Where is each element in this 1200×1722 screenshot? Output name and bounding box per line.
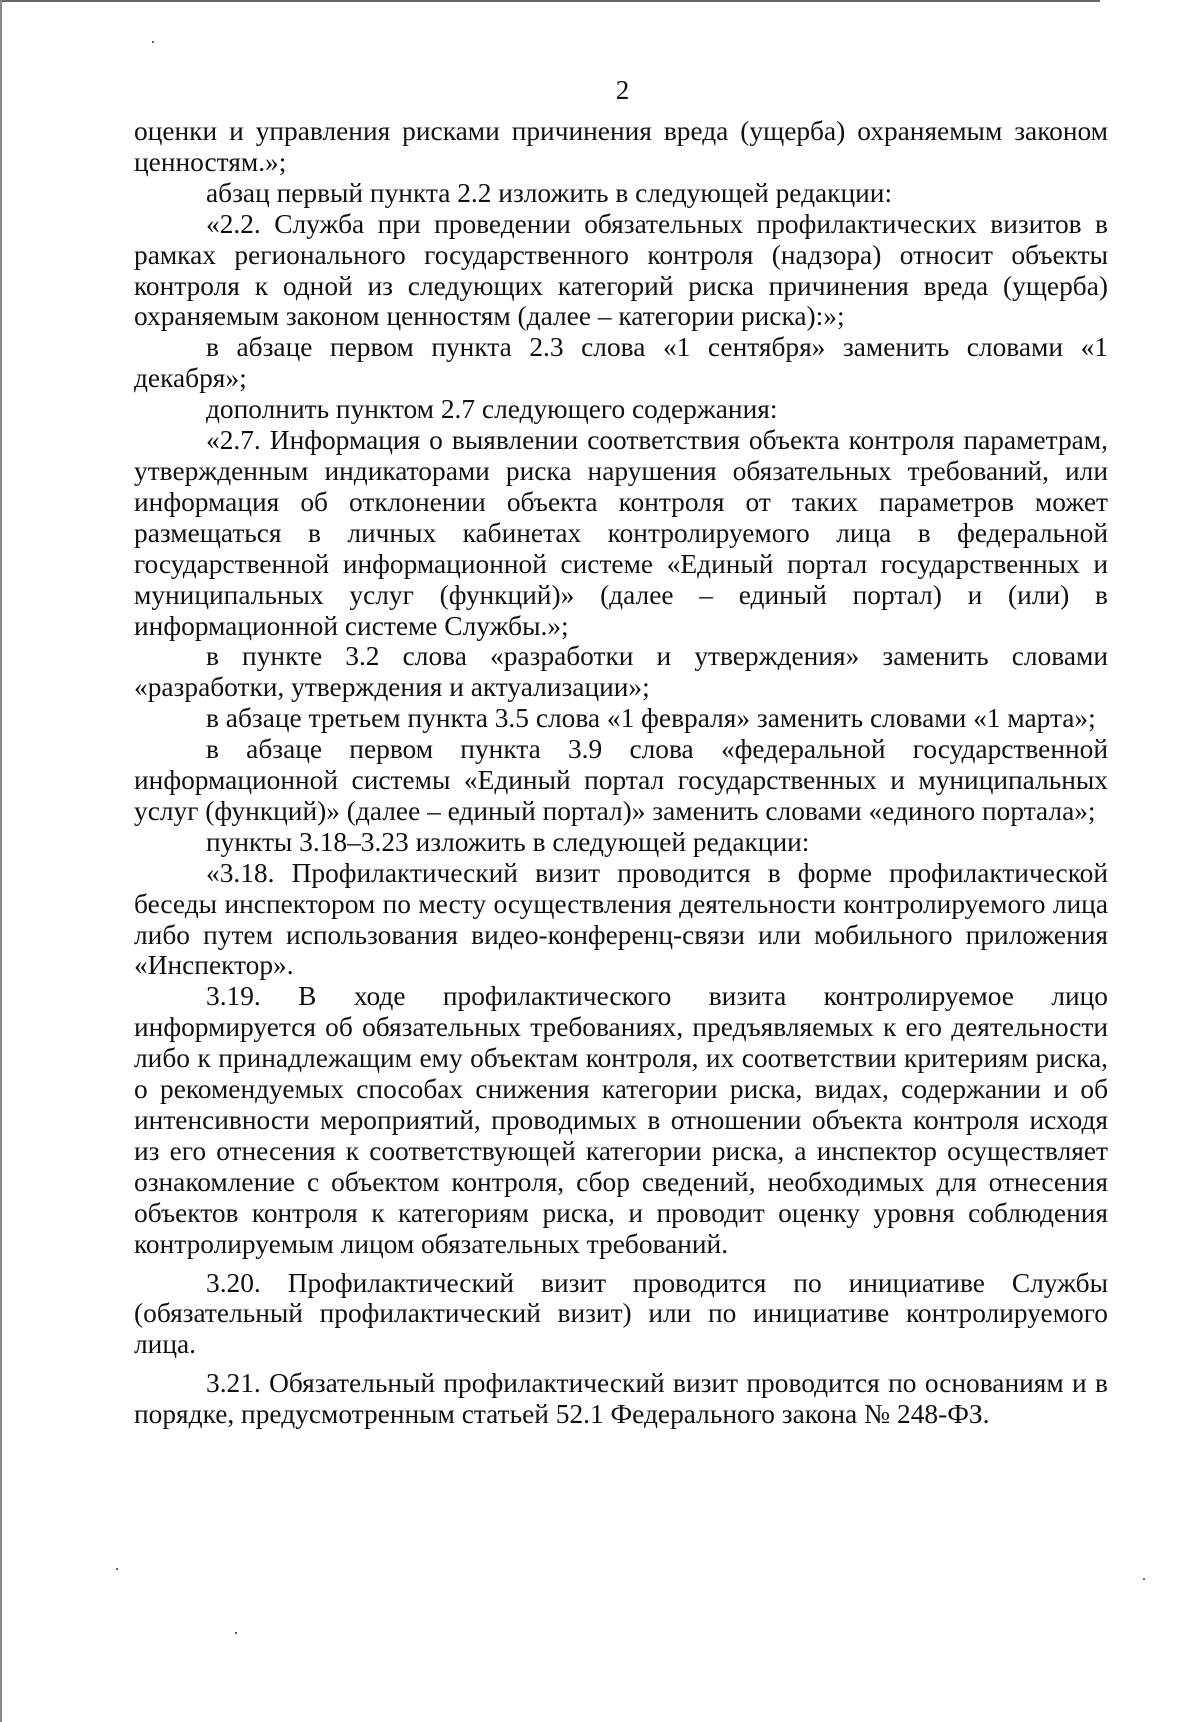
scan-speck: [152, 41, 154, 43]
paragraph-amendment-3-2: в пункте 3.2 слова «разработки и утверждения» заменить словами «разработки, утверждения и актуализации»;: [134, 641, 1108, 703]
paragraph-amendment-3-18-intro: пункты 3.18–3.23 изложить в следующей редакции:: [206, 826, 810, 857]
scan-speck: [116, 1568, 118, 1570]
paragraph-item-3-21: 3.21. Обязательный профилактический визит проводится по основаниям и в порядке, предусмотренным статьей 52.1 Федерального закона № 248-ФЗ.: [134, 1368, 1108, 1430]
paragraph-item-3-18: «3.18. Профилактический визит проводится в форме профилактической беседы инспектором по месту осуществления деятельности контролируемого лица либо путем использования видео-конференц-связи или мобильного приложения «Инспектор».: [134, 857, 1108, 981]
paragraph-item-2-7: «2.7. Информация о выявлении соответствия объекта контроля параметрам, утвержденным индикаторами риска нарушения обязательных требований, или информация об отклонении объекта контроля от таких параметров может размещаться в личных кабинетах контролируемого лица в федеральной государственной информационной системе «Единый портал государственных и муниципальных услуг (функций)» (далее – единый портал) и (или) в информационной системе Службы.»;: [134, 425, 1108, 641]
paragraph-item-3-19: 3.19. В ходе профилактического визита контролируемое лицо информируется об обязательных требованиях, предъявляемых к его деятельности либо к принадлежащим ему объектам контроля, их соответствии критериям риска, о рекомендуемых способах снижения категории риска, видах, содержании и об интенсивности мероприятий, проводимых в отношении объекта контроля исходя из его отнесения к соответствующей категории риска, а инспектор осуществляет ознакомление с объектом контроля, сбор сведений, необходимых для отнесения объектов контроля к категориям риска, и проводит оценку уровня соблюдения контролируемым лицом обязательных требований.: [134, 981, 1108, 1259]
paragraph-amendment-2-3: в абзаце первом пункта 2.3 слова «1 сентября» заменить словами «1 декабря»;: [134, 332, 1108, 394]
top-border-line: [0, 0, 1100, 2]
paragraph-continuation: оценки и управления рисками причинения вреда (ущерба) охраняемым законом ценностям.»;: [134, 116, 1108, 177]
paragraph-item-3-20: 3.20. Профилактический визит проводится по инициативе Службы (обязательный профилактический визит) или по инициативе контролируемого лица.: [134, 1267, 1108, 1360]
paragraph-amendment-3-5: в абзаце третьем пункта 3.5 слова «1 февраля» заменить словами «1 марта»;: [206, 703, 1096, 734]
paragraph-amendment-2-2-intro: абзац первый пункта 2.2 изложить в следующей редакции:: [206, 177, 893, 208]
left-border-line: [0, 0, 2, 1722]
page-number: 2: [615, 75, 630, 105]
paragraph-amendment-2-7-intro: дополнить пунктом 2.7 следующего содержания:: [206, 394, 778, 425]
paragraph-amendment-3-9: в абзаце первом пункта 3.9 слова «федеральной государственной информационной системы «Единый портал государственных и муниципальных услуг (функций)» (далее – единый портал)» заменить словами «единого портала»;: [134, 734, 1108, 826]
document-body: [134, 116, 1108, 1430]
scan-speck: [235, 1632, 237, 1634]
paragraph-item-2-2: «2.2. Служба при проведении обязательных профилактических визитов в рамках регионального государственного контроля (надзора) относит объекты контроля к одной из следующих категорий риска причинения вреда (ущерба) охраняемым законом ценностям (далее – категории риска):»;: [134, 208, 1108, 332]
scan-speck: [1143, 1578, 1145, 1580]
